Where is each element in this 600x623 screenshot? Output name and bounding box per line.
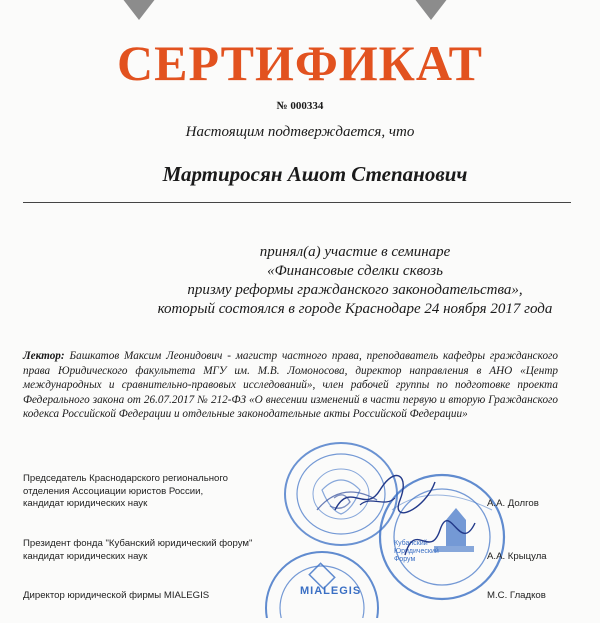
signature-1 bbox=[330, 470, 440, 520]
certificate-number: № 000334 bbox=[276, 100, 324, 112]
signatory-3-name: М.С. Гладков bbox=[487, 590, 546, 601]
position-line: кандидат юридических наук bbox=[23, 550, 148, 562]
lecturer-text: Башкатов Максим Леонидович - магистр частного права, преподаватель кафедры гражданского права Юридического факультета МГУ им. М.В. Ломоносова, директор направления в АНО «Центр международных и сравнительно-правовых исследований», член рабочей группы по подготовке проекта Федерального закона от 26.07.2017 № 212-ФЗ «О внесении изменений в части первую и вторую Гражданского кодекса Российской Федерации и отдельные законодательные акты Российской Федерации» bbox=[23, 350, 559, 421]
position-line: Председатель Краснодарского регионального bbox=[23, 473, 228, 484]
position-line: кандидат юридических наук bbox=[23, 498, 148, 509]
position-line: Президент фонда "Кубанский юридический форум" bbox=[23, 538, 253, 549]
signature-2 bbox=[400, 515, 480, 565]
certificate-title: СЕРТИФИКАТ bbox=[116, 35, 483, 91]
confirm-text: Настоящим подтверждается, что bbox=[185, 124, 415, 140]
kuban-forum-seal-label: Кубанский Юридический Форум bbox=[394, 540, 439, 563]
signatory-3-position bbox=[23, 590, 209, 603]
lecturer-block bbox=[23, 349, 558, 422]
position-line: Директор юридической фирмы MIALEGIS bbox=[23, 590, 210, 601]
mialegis-seal-label: MIALEGIS bbox=[300, 585, 362, 597]
signatory-2-name: А.А. Крыцула bbox=[487, 551, 547, 562]
signatory-1-name: А.А. Долгов bbox=[487, 498, 539, 509]
top-ornament-left bbox=[122, 0, 156, 24]
event-line: «Финансовые сделки сквозь bbox=[267, 263, 443, 279]
position-line: отделения Ассоциации юристов России, bbox=[23, 485, 204, 497]
signatory-2-position bbox=[23, 538, 252, 563]
lecturer-label: Лектор: bbox=[23, 350, 65, 362]
event-line: который состоялся в городе Краснодаре 24 ноября 2017 года bbox=[157, 301, 553, 317]
event-description bbox=[0, 243, 600, 319]
recipient-name: Мартиросян Ашот Степанович bbox=[162, 162, 468, 186]
top-ornament-right bbox=[414, 0, 448, 24]
name-underline bbox=[23, 202, 571, 203]
mialegis-seal bbox=[262, 548, 382, 618]
event-line: принял(а) участие в семинаре bbox=[259, 244, 451, 260]
signatory-1-position bbox=[23, 473, 228, 511]
event-line: призму реформы гражданского законодательства», bbox=[187, 282, 523, 298]
